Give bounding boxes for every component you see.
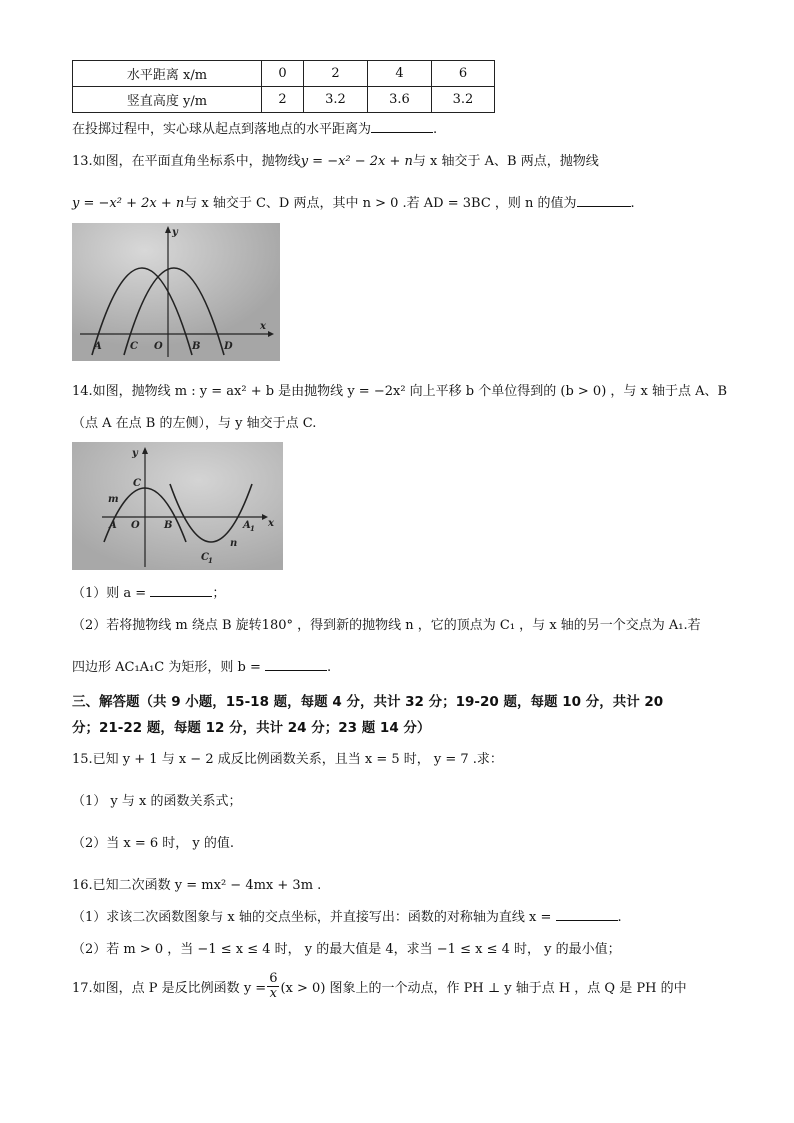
q16-part2: （2）若 m > 0 ，当 −1 ≤ x ≤ 4 时， y 的最大值是 4，求当 −1 ≤ x ≤ 4 时， y 的最小值； bbox=[72, 942, 621, 957]
label-d: D bbox=[224, 341, 233, 352]
label-o: O bbox=[131, 520, 140, 531]
label-c1: C bbox=[201, 552, 209, 563]
section-3-heading: 三、解答题（共 9 小题，15-18 题，每题 4 分，共计 32 分；19-20 题，每题 10 分，共计 20 bbox=[72, 694, 664, 710]
q14-part2-line1: （2）若将抛物线 m 绕点 B 旋转180° ，得到新的抛物线 n ，它的顶点为 C₁ ，与 x 轴的另一个交点为 A₁.若 bbox=[72, 618, 701, 633]
section-3-heading-cont: 分；21-22 题，每题 12 分，共计 24 分；23 题 14 分） bbox=[72, 720, 431, 736]
q15-stem: 15.已知 y + 1 与 x − 2 成反比例函数关系，且当 x = 5 时， y = 7 .求： bbox=[72, 752, 503, 767]
q13-figure bbox=[72, 223, 280, 361]
q17-stem: 17.如图，点 P 是反比例函数 y = $\frac{6}{x}$ (x > 0) 图象上的一个动点，作 PH ⊥ y 轴于点 H ，点 Q 是 PH 的中 bbox=[72, 971, 687, 1001]
q14-part2-line2: 四边形 AC₁A₁C 为矩形，则 b = . bbox=[72, 660, 332, 675]
q15-part2: （2）当 x = 6 时， y 的值. bbox=[72, 836, 235, 851]
label-m: m bbox=[108, 494, 119, 505]
q14-line2: （点 A 在点 B 的左侧），与 y 轴交于点 C. bbox=[72, 416, 317, 431]
table-cell: 0 bbox=[262, 61, 304, 87]
answer-blank[interactable] bbox=[556, 908, 618, 921]
table-cell: 4 bbox=[368, 61, 432, 87]
q16-stem: 16.已知二次函数 y = mx² − 4mx + 3m . bbox=[72, 878, 322, 893]
label-n: n bbox=[230, 538, 238, 549]
table-cell: 2 bbox=[304, 61, 368, 87]
answer-blank[interactable] bbox=[371, 120, 433, 133]
q14-figure bbox=[72, 442, 283, 570]
q13-line1: 13.如图，在平面直角坐标系中，抛物线y = −x² − 2x + n与 x 轴交于 A、B 两点，抛物线 bbox=[72, 154, 599, 169]
q15-part1: （1） y 与 x 的函数关系式； bbox=[72, 794, 242, 809]
q13-line2: y = −x² + 2x + n与 x 轴交于 C、D 两点，其中 n > 0 .若 AD = 3BC ，则 n 的值为 . bbox=[72, 196, 635, 211]
label-x: x bbox=[268, 518, 274, 529]
q14-part1: （1）则 a = ； bbox=[72, 586, 226, 601]
q14-line1: 14.如图，抛物线 m : y = ax² + b 是由抛物线 y = −2x² 向上平移 b 个单位得到的 (b > 0) ，与 x 轴于点 A、B bbox=[72, 384, 728, 399]
table-row bbox=[73, 61, 495, 87]
label-b: B bbox=[192, 341, 201, 352]
label-a: A bbox=[109, 520, 117, 531]
table-cell: 3.2 bbox=[432, 87, 495, 113]
table-cell: 2 bbox=[262, 87, 304, 113]
data-table bbox=[72, 60, 495, 113]
label-c1-sub: 1 bbox=[208, 556, 213, 565]
answer-blank[interactable] bbox=[577, 194, 631, 207]
table-cell: 6 bbox=[432, 61, 495, 87]
label-y: y bbox=[132, 448, 138, 459]
table-cell: 3.2 bbox=[304, 87, 368, 113]
label-b: B bbox=[164, 520, 173, 531]
label-a1-sub: 1 bbox=[250, 524, 255, 533]
q14-graph bbox=[72, 442, 283, 570]
q12-tail: 在投掷过程中，实心球从起点到落地点的水平距离为 . bbox=[72, 122, 438, 137]
label-x: x bbox=[260, 321, 266, 332]
label-a1: A bbox=[243, 520, 251, 531]
table-header-cell: 水平距离 x/m bbox=[73, 61, 262, 87]
label-a: A bbox=[94, 341, 102, 352]
label-o: O bbox=[154, 341, 163, 352]
q16-part1: （1）求该二次函数图象与 x 轴的交点坐标，并直接写出：函数的对称轴为直线 x = . bbox=[72, 910, 622, 925]
label-c: C bbox=[133, 478, 141, 489]
label-c: C bbox=[130, 341, 138, 352]
label-y: y bbox=[172, 227, 178, 238]
answer-blank[interactable] bbox=[150, 584, 212, 597]
table-header-cell: 竖直高度 y/m bbox=[73, 87, 262, 113]
table-row bbox=[73, 87, 495, 113]
fraction: $\frac{6}{x}$ bbox=[269, 971, 278, 1001]
answer-blank[interactable] bbox=[265, 658, 327, 671]
q13-graph bbox=[72, 223, 280, 361]
table-cell: 3.6 bbox=[368, 87, 432, 113]
